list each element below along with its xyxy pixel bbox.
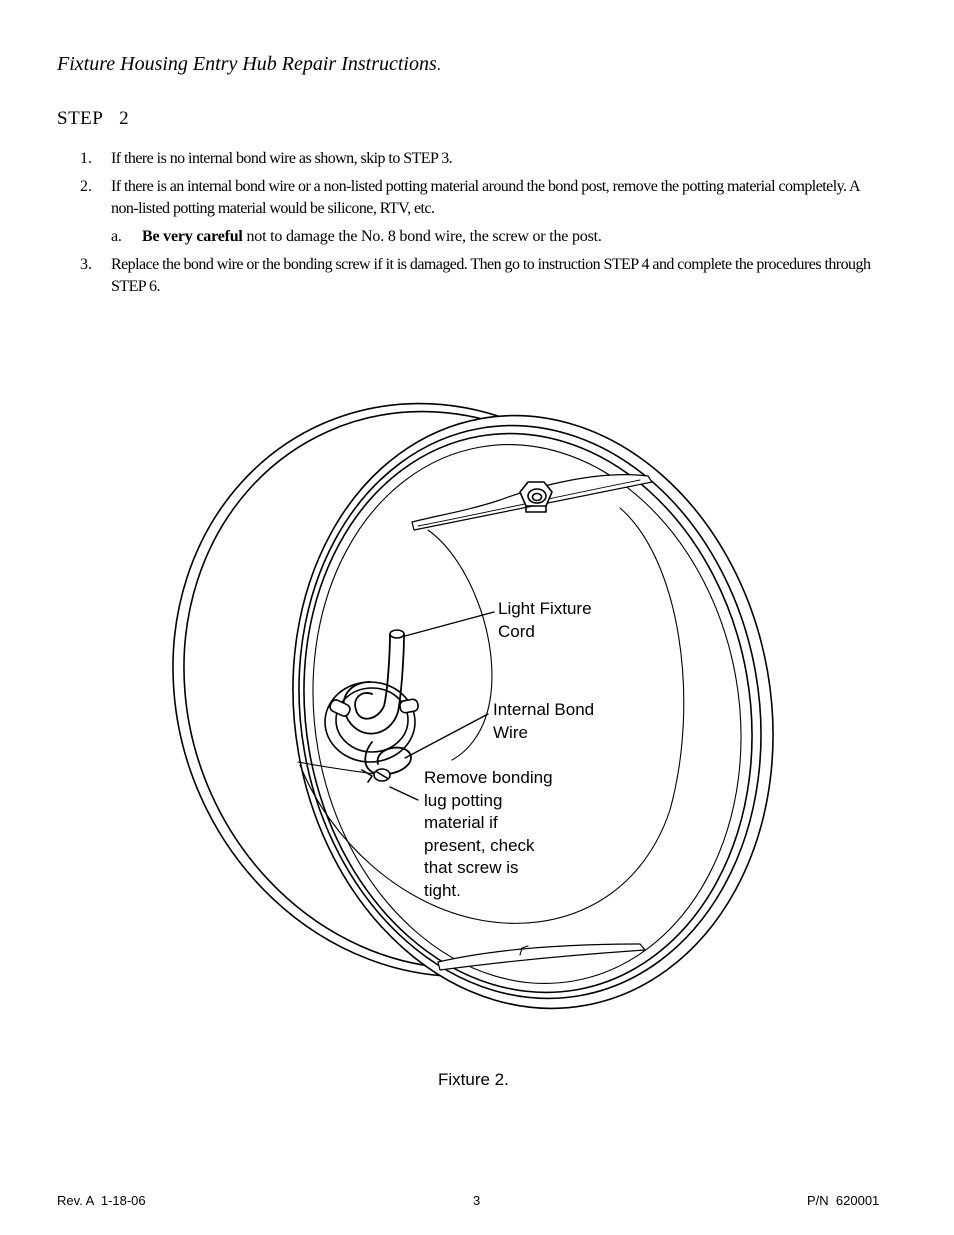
step-number: 2 [119,108,130,129]
callout-line: Internal Bond [493,700,595,719]
item-number: 3. [80,256,92,273]
instruction-item [80,176,880,220]
figure-caption: Fixture 2. [438,1070,509,1089]
callout-line: lug potting [424,790,503,810]
item-text: If there is an internal bond wire or a non-listed potting material around the bond post, remove the potting material completely. A non-listed potting material would be silicone, RTV, etc. [111,178,860,217]
item-text: If there is no internal bond wire as shown, skip to STEP 3. [111,150,453,167]
step-heading [57,108,129,130]
callout-internal-bond-wire [493,699,594,744]
footer-page-number: 3 [473,1193,481,1208]
callout-line: Light Fixture [498,599,592,618]
callout-line: tight. [424,880,461,900]
instruction-item [80,254,880,298]
fixture-housing-illustration [0,390,954,1030]
callout-line: that screw is [424,858,519,877]
instruction-subitem [111,226,880,248]
caution-emphasis: Be very careful [142,228,243,245]
item-number: 1. [80,150,92,167]
subitem-letter: a. [111,228,122,245]
step-label: STEP [57,108,104,129]
callout-line: present, check [424,835,535,855]
title-period: . [436,57,441,74]
item-text: Replace the bond wire or the bonding screw if it is damaged. Then go to instruction STEP 4 and complete the procedures through STEP 6. [111,256,871,295]
document-title: Fixture Housing Entry Hub Repair Instructions. [57,53,441,75]
footer-part-number: P/N 620001 [807,1193,880,1208]
instruction-item [80,148,880,170]
callout-line: Cord [498,621,535,641]
item-number: 2. [80,178,92,195]
callout-line: material if [424,813,498,832]
footer-revision: Rev. A 1-18-06 [57,1193,146,1208]
callout-remove-potting [424,767,553,902]
callout-line: Wire [493,722,528,742]
callout-line: Remove bonding [424,768,553,787]
instruction-list [80,148,880,304]
subitem-text: not to damage the No. 8 bond wire, the screw or the post. [242,228,602,245]
callout-light-fixture-cord [498,598,592,643]
